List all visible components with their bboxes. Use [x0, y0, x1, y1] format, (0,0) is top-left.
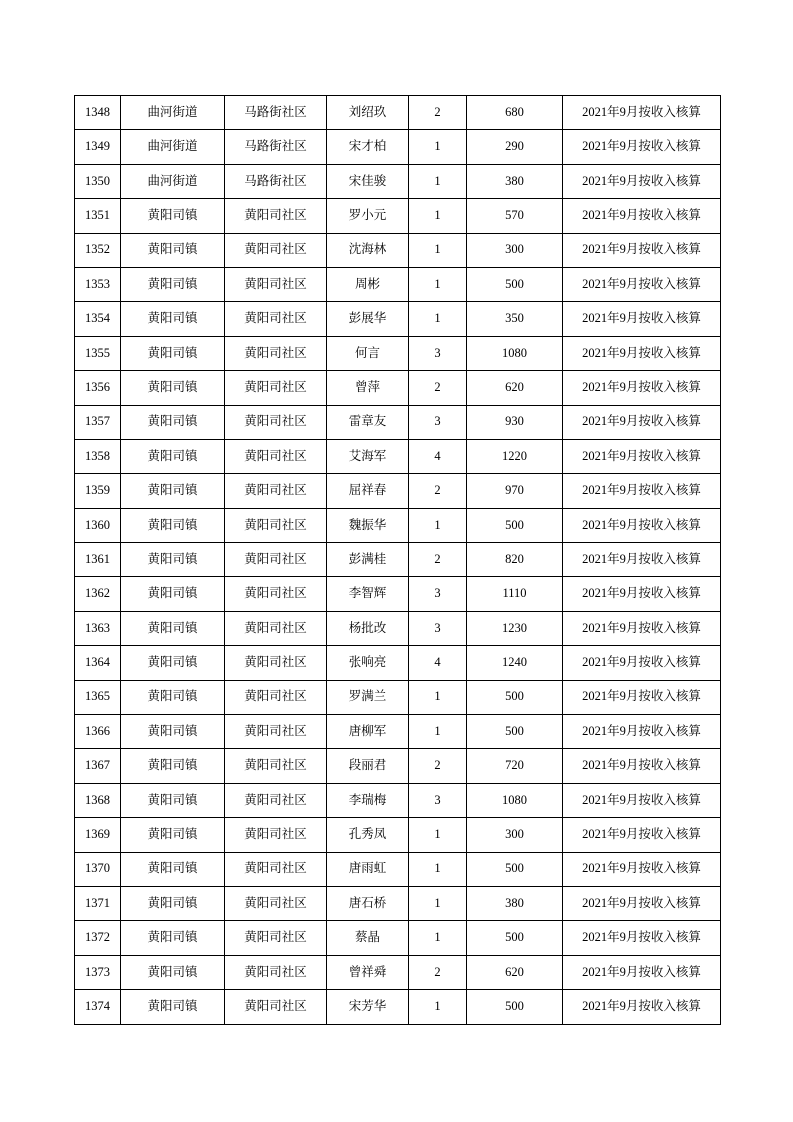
- table-row: [75, 199, 721, 233]
- cell-name: 宋芳华: [327, 990, 409, 1024]
- cell-remark: 2021年9月按收入核算: [563, 886, 721, 920]
- cell-name: 杨批改: [327, 611, 409, 645]
- cell-remark: 2021年9月按收入核算: [563, 921, 721, 955]
- cell-town: 黄阳司镇: [121, 886, 225, 920]
- cell-name: 彭展华: [327, 302, 409, 336]
- cell-remark: 2021年9月按收入核算: [563, 302, 721, 336]
- cell-amount: 350: [467, 302, 563, 336]
- cell-name: 曾祥舜: [327, 955, 409, 989]
- cell-index: 1372: [75, 921, 121, 955]
- cell-count: 1: [409, 233, 467, 267]
- cell-count: 4: [409, 646, 467, 680]
- cell-name: 刘绍玖: [327, 96, 409, 130]
- cell-name: 罗满兰: [327, 680, 409, 714]
- cell-amount: 970: [467, 474, 563, 508]
- cell-remark: 2021年9月按收入核算: [563, 611, 721, 645]
- cell-name: 宋才柏: [327, 130, 409, 164]
- cell-name: 周彬: [327, 267, 409, 301]
- cell-count: 3: [409, 783, 467, 817]
- cell-amount: 570: [467, 199, 563, 233]
- cell-community: 马路街社区: [225, 130, 327, 164]
- cell-amount: 680: [467, 96, 563, 130]
- cell-name: 艾海军: [327, 439, 409, 473]
- table-row: [75, 646, 721, 680]
- cell-count: 1: [409, 164, 467, 198]
- cell-town: 曲河街道: [121, 96, 225, 130]
- cell-amount: 500: [467, 990, 563, 1024]
- cell-remark: 2021年9月按收入核算: [563, 646, 721, 680]
- cell-index: 1357: [75, 405, 121, 439]
- cell-index: 1368: [75, 783, 121, 817]
- cell-name: 宋佳骏: [327, 164, 409, 198]
- cell-index: 1362: [75, 577, 121, 611]
- table-row: [75, 886, 721, 920]
- cell-count: 1: [409, 508, 467, 542]
- cell-index: 1366: [75, 715, 121, 749]
- cell-town: 黄阳司镇: [121, 749, 225, 783]
- cell-town: 黄阳司镇: [121, 955, 225, 989]
- cell-count: 3: [409, 405, 467, 439]
- cell-amount: 380: [467, 164, 563, 198]
- cell-community: 黄阳司社区: [225, 577, 327, 611]
- table-row: [75, 267, 721, 301]
- cell-index: 1354: [75, 302, 121, 336]
- cell-name: 蔡晶: [327, 921, 409, 955]
- cell-name: 段丽君: [327, 749, 409, 783]
- cell-community: 黄阳司社区: [225, 955, 327, 989]
- cell-community: 黄阳司社区: [225, 852, 327, 886]
- cell-town: 黄阳司镇: [121, 439, 225, 473]
- cell-amount: 1110: [467, 577, 563, 611]
- cell-community: 黄阳司社区: [225, 199, 327, 233]
- cell-name: 唐雨虹: [327, 852, 409, 886]
- cell-community: 黄阳司社区: [225, 474, 327, 508]
- cell-amount: 720: [467, 749, 563, 783]
- table-row: [75, 577, 721, 611]
- cell-name: 张响亮: [327, 646, 409, 680]
- cell-remark: 2021年9月按收入核算: [563, 371, 721, 405]
- table-row: [75, 990, 721, 1024]
- cell-remark: 2021年9月按收入核算: [563, 990, 721, 1024]
- cell-community: 黄阳司社区: [225, 749, 327, 783]
- cell-count: 1: [409, 921, 467, 955]
- cell-count: 1: [409, 680, 467, 714]
- cell-index: 1371: [75, 886, 121, 920]
- table-row: [75, 371, 721, 405]
- cell-index: 1358: [75, 439, 121, 473]
- table-body: [75, 96, 721, 1025]
- cell-count: 1: [409, 199, 467, 233]
- cell-index: 1355: [75, 336, 121, 370]
- cell-amount: 300: [467, 818, 563, 852]
- cell-amount: 1080: [467, 783, 563, 817]
- cell-amount: 1080: [467, 336, 563, 370]
- cell-count: 1: [409, 818, 467, 852]
- cell-town: 黄阳司镇: [121, 336, 225, 370]
- cell-community: 黄阳司社区: [225, 302, 327, 336]
- cell-amount: 380: [467, 886, 563, 920]
- cell-remark: 2021年9月按收入核算: [563, 233, 721, 267]
- cell-community: 黄阳司社区: [225, 990, 327, 1024]
- cell-count: 2: [409, 371, 467, 405]
- cell-index: 1363: [75, 611, 121, 645]
- cell-town: 黄阳司镇: [121, 233, 225, 267]
- cell-name: 曾萍: [327, 371, 409, 405]
- cell-name: 罗小元: [327, 199, 409, 233]
- cell-remark: 2021年9月按收入核算: [563, 783, 721, 817]
- cell-amount: 500: [467, 852, 563, 886]
- table-row: [75, 680, 721, 714]
- cell-town: 黄阳司镇: [121, 680, 225, 714]
- cell-town: 曲河街道: [121, 164, 225, 198]
- cell-count: 1: [409, 715, 467, 749]
- cell-name: 唐石桥: [327, 886, 409, 920]
- cell-amount: 1240: [467, 646, 563, 680]
- table-row: [75, 508, 721, 542]
- cell-index: 1348: [75, 96, 121, 130]
- cell-name: 屈祥春: [327, 474, 409, 508]
- cell-community: 黄阳司社区: [225, 336, 327, 370]
- cell-amount: 290: [467, 130, 563, 164]
- cell-name: 雷章友: [327, 405, 409, 439]
- table-row: [75, 852, 721, 886]
- cell-community: 黄阳司社区: [225, 886, 327, 920]
- cell-remark: 2021年9月按收入核算: [563, 336, 721, 370]
- table-row: [75, 439, 721, 473]
- cell-count: 2: [409, 543, 467, 577]
- cell-amount: 500: [467, 508, 563, 542]
- cell-remark: 2021年9月按收入核算: [563, 199, 721, 233]
- cell-amount: 1220: [467, 439, 563, 473]
- cell-community: 黄阳司社区: [225, 508, 327, 542]
- cell-community: 黄阳司社区: [225, 818, 327, 852]
- cell-remark: 2021年9月按收入核算: [563, 439, 721, 473]
- cell-remark: 2021年9月按收入核算: [563, 749, 721, 783]
- cell-count: 2: [409, 955, 467, 989]
- cell-remark: 2021年9月按收入核算: [563, 715, 721, 749]
- cell-name: 李智辉: [327, 577, 409, 611]
- cell-count: 1: [409, 886, 467, 920]
- cell-amount: 930: [467, 405, 563, 439]
- cell-amount: 1230: [467, 611, 563, 645]
- cell-town: 黄阳司镇: [121, 508, 225, 542]
- cell-index: 1374: [75, 990, 121, 1024]
- cell-name: 李瑞梅: [327, 783, 409, 817]
- cell-community: 马路街社区: [225, 96, 327, 130]
- table-row: [75, 96, 721, 130]
- cell-town: 黄阳司镇: [121, 852, 225, 886]
- table-row: [75, 749, 721, 783]
- cell-town: 黄阳司镇: [121, 783, 225, 817]
- subsidy-table-container: [74, 95, 720, 1025]
- cell-count: 1: [409, 990, 467, 1024]
- cell-amount: 300: [467, 233, 563, 267]
- cell-count: 1: [409, 852, 467, 886]
- cell-town: 黄阳司镇: [121, 921, 225, 955]
- cell-community: 黄阳司社区: [225, 646, 327, 680]
- table-row: [75, 783, 721, 817]
- cell-amount: 500: [467, 921, 563, 955]
- table-row: [75, 611, 721, 645]
- cell-town: 黄阳司镇: [121, 371, 225, 405]
- cell-index: 1359: [75, 474, 121, 508]
- cell-index: 1350: [75, 164, 121, 198]
- cell-name: 沈海林: [327, 233, 409, 267]
- cell-town: 黄阳司镇: [121, 405, 225, 439]
- cell-index: 1349: [75, 130, 121, 164]
- cell-town: 黄阳司镇: [121, 267, 225, 301]
- table-row: [75, 336, 721, 370]
- cell-index: 1360: [75, 508, 121, 542]
- table-row: [75, 818, 721, 852]
- cell-community: 黄阳司社区: [225, 371, 327, 405]
- cell-amount: 500: [467, 267, 563, 301]
- cell-town: 黄阳司镇: [121, 199, 225, 233]
- cell-remark: 2021年9月按收入核算: [563, 267, 721, 301]
- cell-index: 1367: [75, 749, 121, 783]
- cell-count: 2: [409, 474, 467, 508]
- table-row: [75, 543, 721, 577]
- cell-town: 黄阳司镇: [121, 646, 225, 680]
- cell-community: 黄阳司社区: [225, 921, 327, 955]
- table-row: [75, 474, 721, 508]
- cell-index: 1351: [75, 199, 121, 233]
- cell-community: 黄阳司社区: [225, 611, 327, 645]
- cell-town: 黄阳司镇: [121, 543, 225, 577]
- cell-community: 黄阳司社区: [225, 680, 327, 714]
- cell-index: 1364: [75, 646, 121, 680]
- cell-town: 黄阳司镇: [121, 474, 225, 508]
- cell-amount: 620: [467, 371, 563, 405]
- cell-amount: 820: [467, 543, 563, 577]
- cell-count: 1: [409, 130, 467, 164]
- table-row: [75, 164, 721, 198]
- cell-index: 1361: [75, 543, 121, 577]
- cell-name: 孔秀凤: [327, 818, 409, 852]
- cell-community: 黄阳司社区: [225, 405, 327, 439]
- cell-remark: 2021年9月按收入核算: [563, 577, 721, 611]
- cell-town: 黄阳司镇: [121, 577, 225, 611]
- cell-remark: 2021年9月按收入核算: [563, 164, 721, 198]
- cell-remark: 2021年9月按收入核算: [563, 474, 721, 508]
- cell-remark: 2021年9月按收入核算: [563, 508, 721, 542]
- table-row: [75, 715, 721, 749]
- cell-count: 4: [409, 439, 467, 473]
- cell-community: 黄阳司社区: [225, 715, 327, 749]
- cell-name: 唐柳军: [327, 715, 409, 749]
- cell-index: 1356: [75, 371, 121, 405]
- cell-community: 黄阳司社区: [225, 233, 327, 267]
- cell-count: 2: [409, 749, 467, 783]
- cell-amount: 500: [467, 715, 563, 749]
- cell-community: 黄阳司社区: [225, 267, 327, 301]
- cell-town: 黄阳司镇: [121, 715, 225, 749]
- cell-amount: 620: [467, 955, 563, 989]
- cell-remark: 2021年9月按收入核算: [563, 955, 721, 989]
- table-row: [75, 955, 721, 989]
- cell-remark: 2021年9月按收入核算: [563, 818, 721, 852]
- cell-town: 曲河街道: [121, 130, 225, 164]
- cell-count: 1: [409, 267, 467, 301]
- cell-count: 3: [409, 336, 467, 370]
- cell-index: 1370: [75, 852, 121, 886]
- cell-index: 1369: [75, 818, 121, 852]
- cell-remark: 2021年9月按收入核算: [563, 852, 721, 886]
- cell-index: 1352: [75, 233, 121, 267]
- cell-index: 1373: [75, 955, 121, 989]
- subsidy-table: [74, 95, 721, 1025]
- table-row: [75, 233, 721, 267]
- cell-count: 1: [409, 302, 467, 336]
- cell-index: 1365: [75, 680, 121, 714]
- cell-remark: 2021年9月按收入核算: [563, 680, 721, 714]
- cell-community: 黄阳司社区: [225, 543, 327, 577]
- cell-town: 黄阳司镇: [121, 990, 225, 1024]
- cell-remark: 2021年9月按收入核算: [563, 130, 721, 164]
- cell-count: 2: [409, 96, 467, 130]
- table-row: [75, 405, 721, 439]
- cell-town: 黄阳司镇: [121, 611, 225, 645]
- cell-count: 3: [409, 577, 467, 611]
- cell-community: 黄阳司社区: [225, 439, 327, 473]
- table-row: [75, 921, 721, 955]
- cell-amount: 500: [467, 680, 563, 714]
- cell-town: 黄阳司镇: [121, 302, 225, 336]
- cell-name: 彭满桂: [327, 543, 409, 577]
- cell-name: 何言: [327, 336, 409, 370]
- cell-town: 黄阳司镇: [121, 818, 225, 852]
- cell-remark: 2021年9月按收入核算: [563, 543, 721, 577]
- cell-index: 1353: [75, 267, 121, 301]
- cell-remark: 2021年9月按收入核算: [563, 405, 721, 439]
- cell-remark: 2021年9月按收入核算: [563, 96, 721, 130]
- table-row: [75, 130, 721, 164]
- table-row: [75, 302, 721, 336]
- cell-community: 马路街社区: [225, 164, 327, 198]
- cell-name: 魏振华: [327, 508, 409, 542]
- cell-count: 3: [409, 611, 467, 645]
- cell-community: 黄阳司社区: [225, 783, 327, 817]
